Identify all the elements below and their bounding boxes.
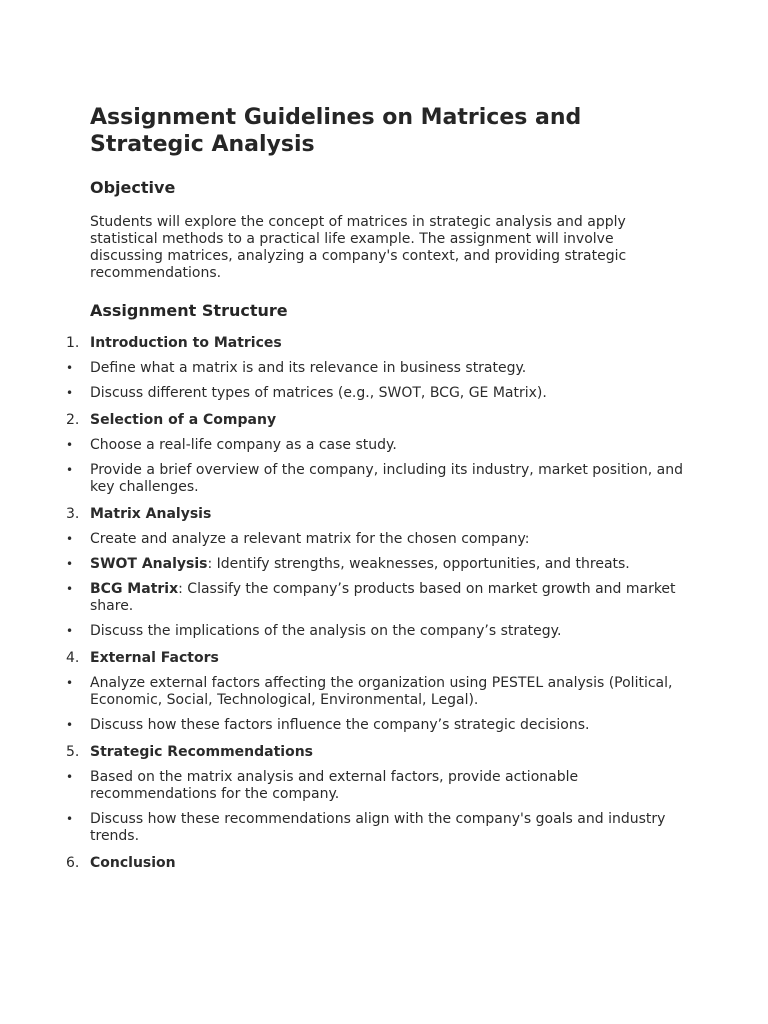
bullet-text: Analyze external factors affecting the organization using PESTEL analysis (Political, Economic, Social, Technological, Environmental, Legal). — [90, 675, 673, 708]
bullet-item — [90, 531, 690, 548]
section-number: 6. — [66, 855, 80, 871]
section-title — [66, 506, 690, 523]
section-title-text: Matrix Analysis — [90, 506, 212, 522]
objective-text: Students will explore the concept of matrices in strategic analysis and apply statistical methods to a practical life example. The assignment will involve discussing matrices, analyzing a company's context, and providing strategic recommendations. — [90, 214, 627, 281]
section-item — [66, 855, 690, 872]
bullet-bold-text: BCG Matrix — [90, 581, 179, 597]
bullet-text: Provide a brief overview of the company, including its industry, market position, and key challenges. — [90, 462, 683, 495]
section-number: 2. — [66, 412, 80, 428]
bullet-item — [90, 675, 690, 709]
section-item — [66, 506, 690, 640]
section-title — [66, 744, 690, 761]
section-title-text: Selection of a Company — [90, 412, 277, 428]
bullet-item — [90, 360, 690, 377]
bullet-item — [90, 462, 690, 496]
document-title: Assignment Guidelines on Matrices and Strategic Analysis — [90, 105, 582, 157]
section-title-text: Introduction to Matrices — [90, 335, 282, 351]
section-item — [66, 335, 690, 402]
section-title — [66, 335, 690, 352]
section-item — [66, 650, 690, 734]
section-number: 3. — [66, 506, 80, 522]
bullet-item — [90, 581, 690, 615]
bullet-item — [90, 556, 690, 573]
bullet-list — [90, 531, 690, 640]
structure-list — [66, 335, 690, 872]
section-number: 5. — [66, 744, 80, 760]
bullet-list — [90, 360, 690, 402]
bullet-list — [90, 437, 690, 496]
section-title — [66, 412, 690, 429]
bullet-item — [90, 811, 690, 845]
bullet-text: Discuss the implications of the analysis on the company’s strategy. — [90, 623, 562, 639]
bullet-text: Discuss how these factors influence the company’s strategic decisions. — [90, 717, 590, 733]
objective-heading: Objective — [90, 178, 176, 197]
section-title-text: External Factors — [90, 650, 219, 666]
bullet-list — [90, 769, 690, 845]
section-item — [66, 744, 690, 845]
bullet-item — [90, 385, 690, 402]
bullet-text: : Identify strengths, weaknesses, opportunities, and threats. — [207, 556, 630, 572]
bullet-text: Define what a matrix is and its relevance in business strategy. — [90, 360, 527, 376]
section-item — [66, 412, 690, 496]
bullet-text: Based on the matrix analysis and external factors, provide actionable recommendations for the company. — [90, 769, 579, 802]
document-page — [66, 104, 690, 882]
section-title-text: Conclusion — [90, 855, 176, 871]
bullet-item — [90, 437, 690, 454]
section-title-text: Strategic Recommendations — [90, 744, 314, 760]
bullet-item — [90, 769, 690, 803]
bullet-text: : Classify the company’s products based on market growth and market share. — [90, 581, 676, 614]
bullet-item — [90, 717, 690, 734]
bullet-text: Discuss different types of matrices (e.g., SWOT, BCG, GE Matrix). — [90, 385, 547, 401]
bullet-text: Choose a real-life company as a case study. — [90, 437, 397, 453]
section-title — [66, 855, 690, 872]
section-number: 4. — [66, 650, 80, 666]
bullet-item — [90, 623, 690, 640]
bullet-text: Create and analyze a relevant matrix for the chosen company: — [90, 531, 530, 547]
section-title — [66, 650, 690, 667]
bullet-list — [90, 675, 690, 734]
bullet-bold-text: SWOT Analysis — [90, 556, 208, 572]
section-number: 1. — [66, 335, 80, 351]
structure-heading: Assignment Structure — [90, 301, 288, 320]
bullet-text: Discuss how these recommendations align with the company's goals and industry trends. — [90, 811, 666, 844]
